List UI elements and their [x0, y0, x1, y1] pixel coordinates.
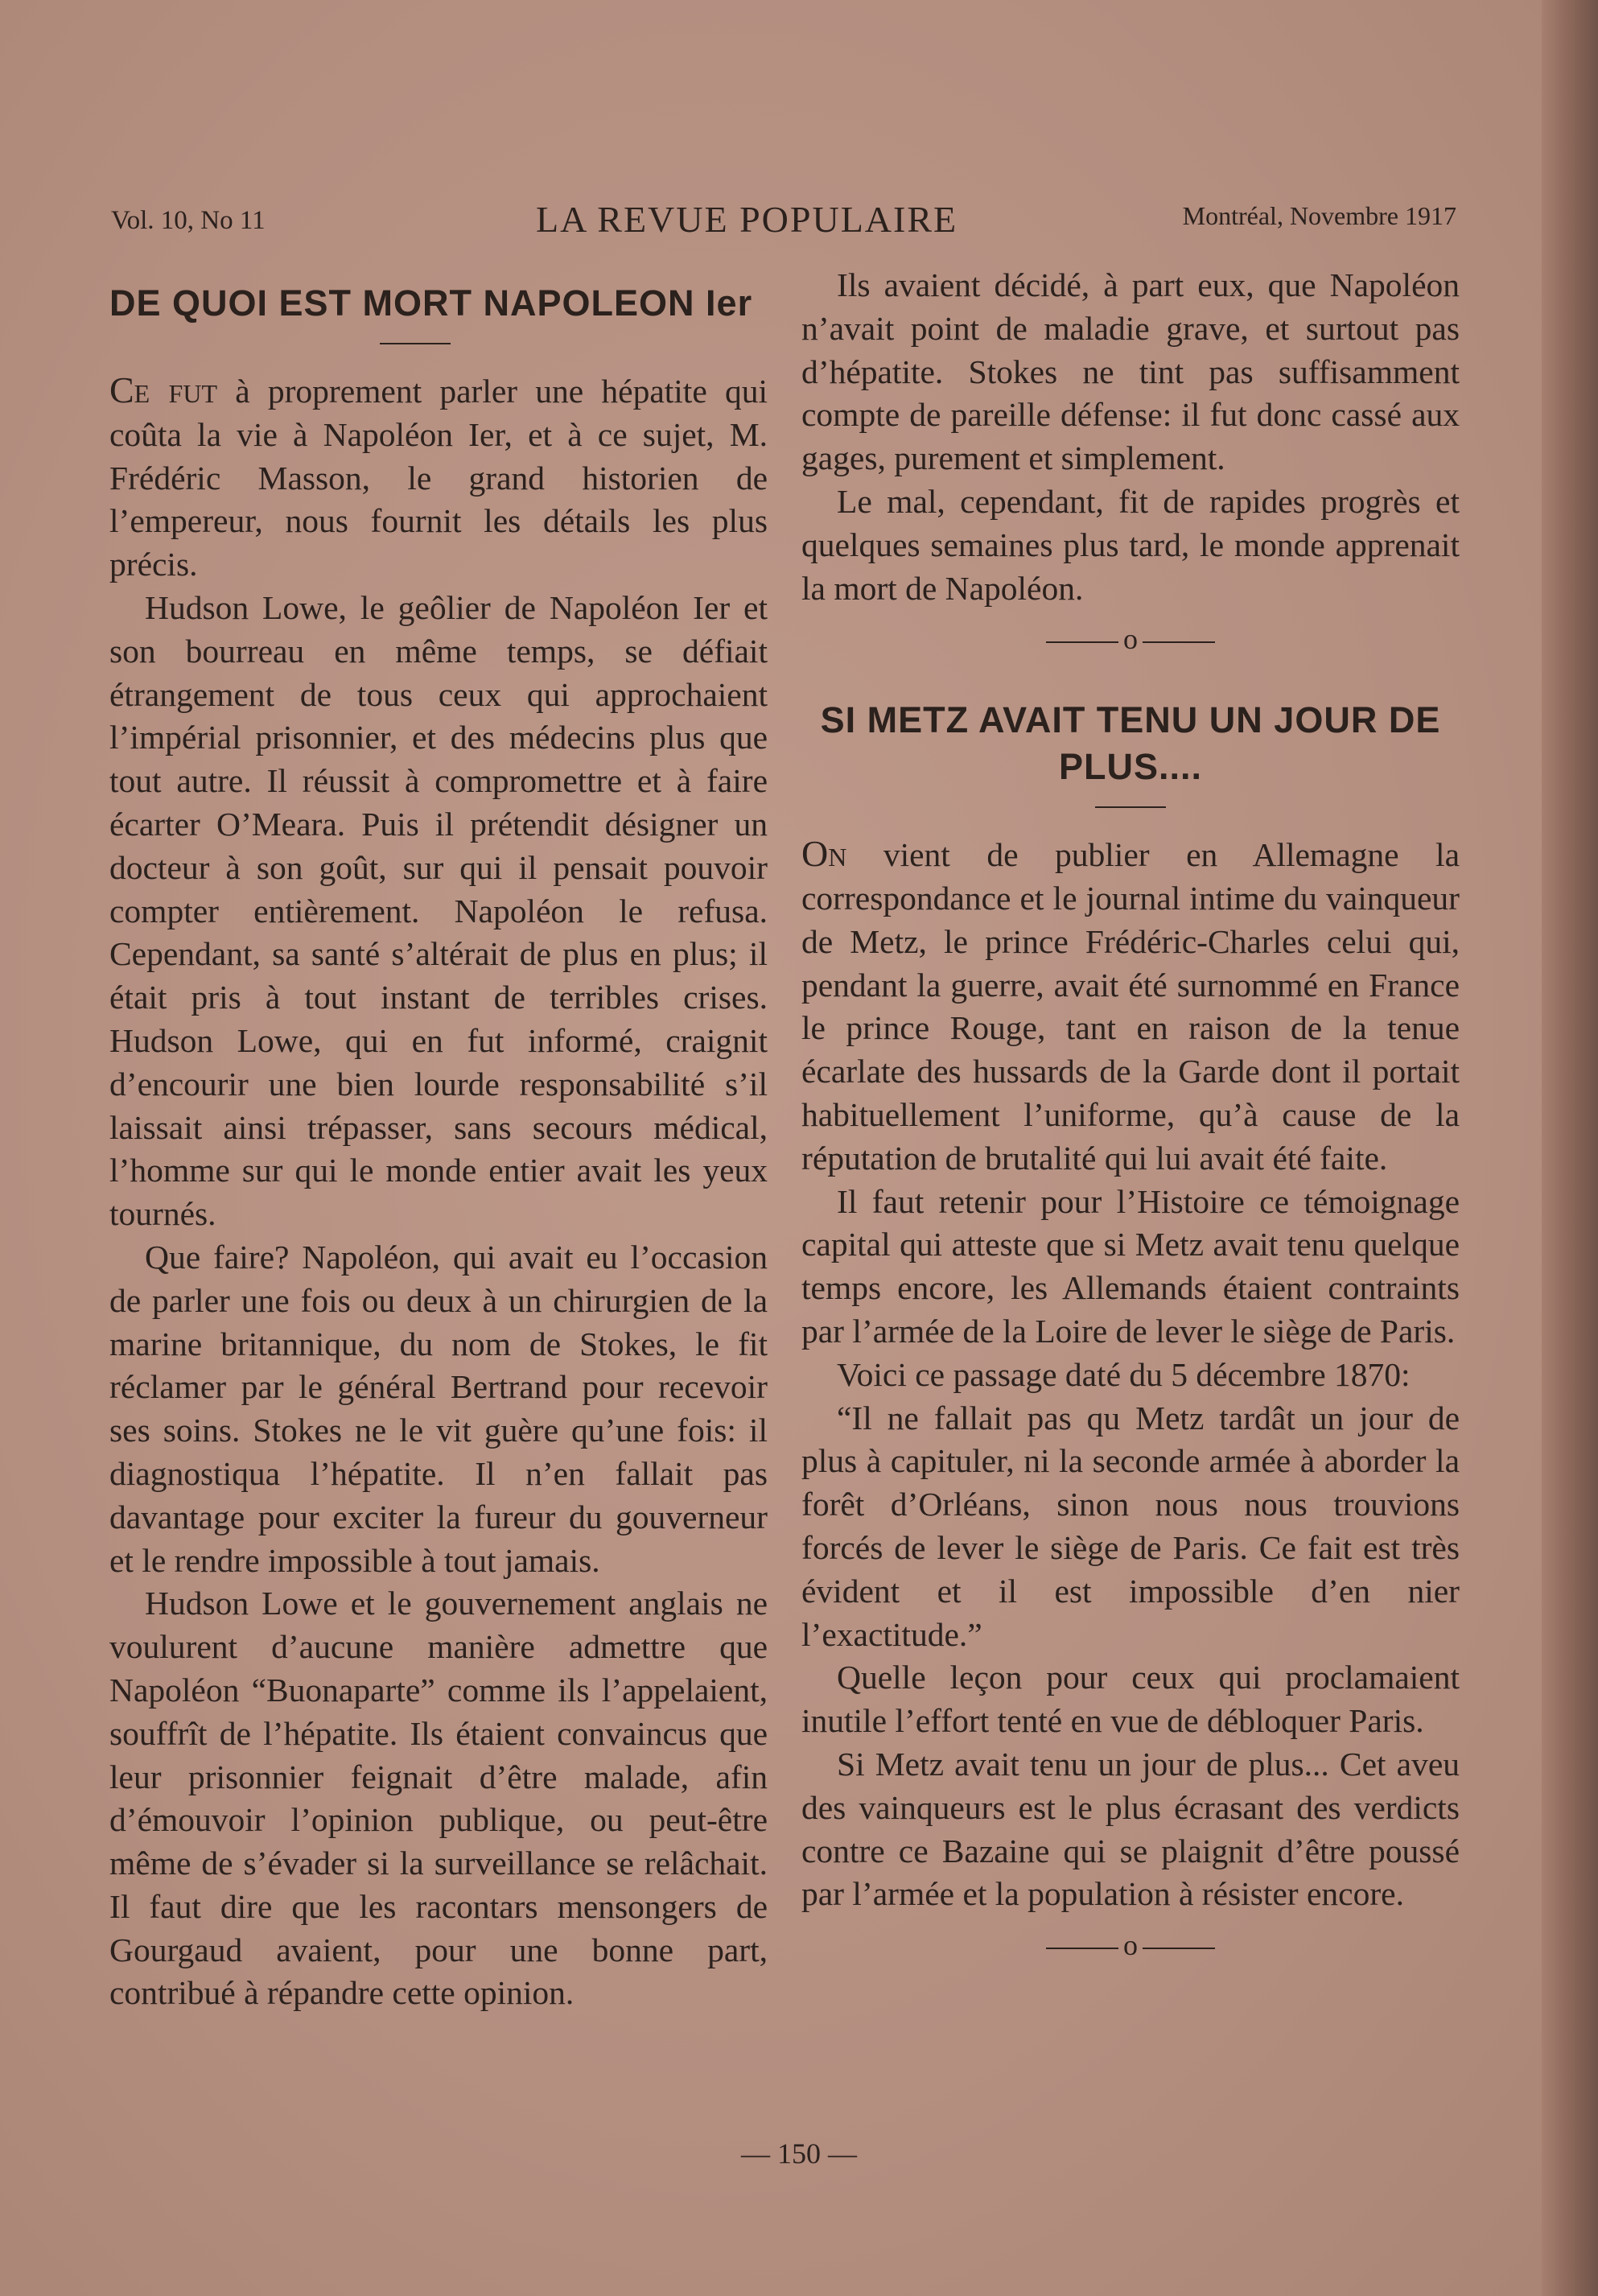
paragraph-text: vient de publier en Allemagne la correspondance et le journal intime du vainqueur de Metz, le prince Frédéric-Charles celui qui, pendant la guerre, avait été surnommé en France le prince Rouge, tant en raison de la tenue écarlate des hussards de la Garde dont il portait habituellement l’uniforme, qu’à cause de la réputation de brutalité qui lui avait été faite.: [801, 836, 1460, 1177]
page-number: — 150 —: [741, 2137, 857, 2170]
article-2-paragraph: “Il ne fallait pas qu Metz tardât un jour de plus à capituler, ni la seconde armée à aborder la forêt d’Orléans, sinon nous nous trouvions forcés de lever le siège de Paris. Ce fait est très évident et il est impossible d’en nier l’exactitude.”: [801, 1399, 1460, 1653]
headline-rule: [380, 343, 451, 344]
article-2-paragraph: Si Metz avait tenu un jour de plus... Cet aveu des vainqueurs est le plus écrasant des verdicts contre ce Bazaine qui se plaignit d’être poussé par l’armée et la population à résister encore.: [801, 1745, 1460, 1913]
paragraph-text: à proprement parler une hépatite qui coûta la vie à Napoléon Ier, et à ce sujet, M. Frédéric Masson, le grand historien de l’empereur, nous fournit les détails les plus précis.: [109, 373, 768, 583]
book-spine: [1542, 0, 1598, 2296]
article-1-paragraph: Le mal, cependant, fit de rapides progrès et quelques semaines plus tard, le monde apprenait la mort de Napoléon.: [801, 482, 1460, 607]
right-column: [801, 264, 1460, 1974]
article-2-paragraph: Il faut retenir pour l’Histoire ce témoignage capital qui atteste que si Metz avait tenu quelque temps encore, les Allemands étaient contraints par l’armée de la Loire de lever le siège de Paris.: [801, 1182, 1460, 1350]
place-date: Montréal, Novembre 1917: [1182, 201, 1456, 230]
running-header: [111, 192, 1456, 248]
article-2-headline: SI METZ AVAIT TENU UN JOUR DE PLUS....: [820, 699, 1441, 788]
article-1-headline: DE QUOI EST MORT NAPOLEON Ier: [109, 282, 753, 324]
article-1-paragraph: Hudson Lowe et le gouvernement anglais ne voulurent d’aucune manière admettre que Napoléon “Buonaparte” comme ils l’appelaient, souffrît de l’hépatite. Ils étaient convaincus que leur prisonnier feignait d’être malade, afin d’émouvoir l’opinion publique, ou peut-être même de s’évader si la surveillance se relâchait. Il faut dire que les racontars mensongers de Gourgaud avaient, pour une bonne part, contribué à répandre cette opinion.: [109, 1585, 768, 2012]
section-separator: [801, 618, 1460, 662]
lead-initial: Ce fut: [109, 369, 218, 410]
left-column: [109, 264, 768, 2015]
article-1-paragraph: Hudson Lowe, le geôlier de Napoléon Ier et son bourreau en même temps, se défiait étrangement de tous ceux qui approchaient l’impérial prisonnier, et des médecins plus que tout autre. Il réussit à compromettre et à faire écarter O’Meara. Puis il prétendit désigner un docteur à son goût, sur qui il pensait pouvoir compter entièrement. Napoléon le refusa. Cependant, sa santé s’altérait de plus en plus; il était pris à tout instant de terribles crises. Hudson Lowe, qui en fut informé, craignit d’encourir une bien lourde responsabilité s’il laissait ainsi trépasser, sans secours médical, l’homme sur qui le monde entier avait les yeux tournés.: [109, 588, 768, 1233]
headline-rule: [1095, 806, 1166, 808]
volume-number: Vol. 10, No 11: [111, 206, 266, 235]
article-1-paragraph: [109, 369, 768, 587]
article-2-paragraph: [801, 832, 1460, 1180]
article-1-paragraph: Que faire? Napoléon, qui avait eu l’occasion de parler une fois ou deux à un chirurgien de la marine britannique, du nom de Stokes, le fit réclamer par le général Bertrand pour recevoir ses soins. Stokes ne le vit guère qu’une fois: il diagnostiqua l’hépatite. Il n’en fallait pas davantage pour exciter la fureur du gouverneur et le rendre impossible à tout jamais.: [109, 1238, 768, 1579]
lead-initial: On: [801, 833, 847, 875]
article-1-paragraph: Ils avaient décidé, à part eux, que Napoléon n’avait point de maladie grave, et surtout pas d’hépatite. Stokes ne tint pas suffisamment compte de pareille défense: il fut donc cassé aux gages, purement et simplement.: [801, 266, 1460, 477]
section-separator: [801, 1924, 1460, 1968]
article-2-paragraph: Quelle leçon pour ceux qui proclamaient inutile l’effort tenté en vue de débloquer Paris.: [801, 1659, 1460, 1740]
separator-mark: o: [1123, 623, 1138, 656]
article-2-paragraph: Voici ce passage daté du 5 décembre 1870:: [837, 1355, 1411, 1393]
magazine-title: LA REVUE POPULAIRE: [536, 199, 958, 240]
separator-mark: o: [1123, 1929, 1138, 1962]
